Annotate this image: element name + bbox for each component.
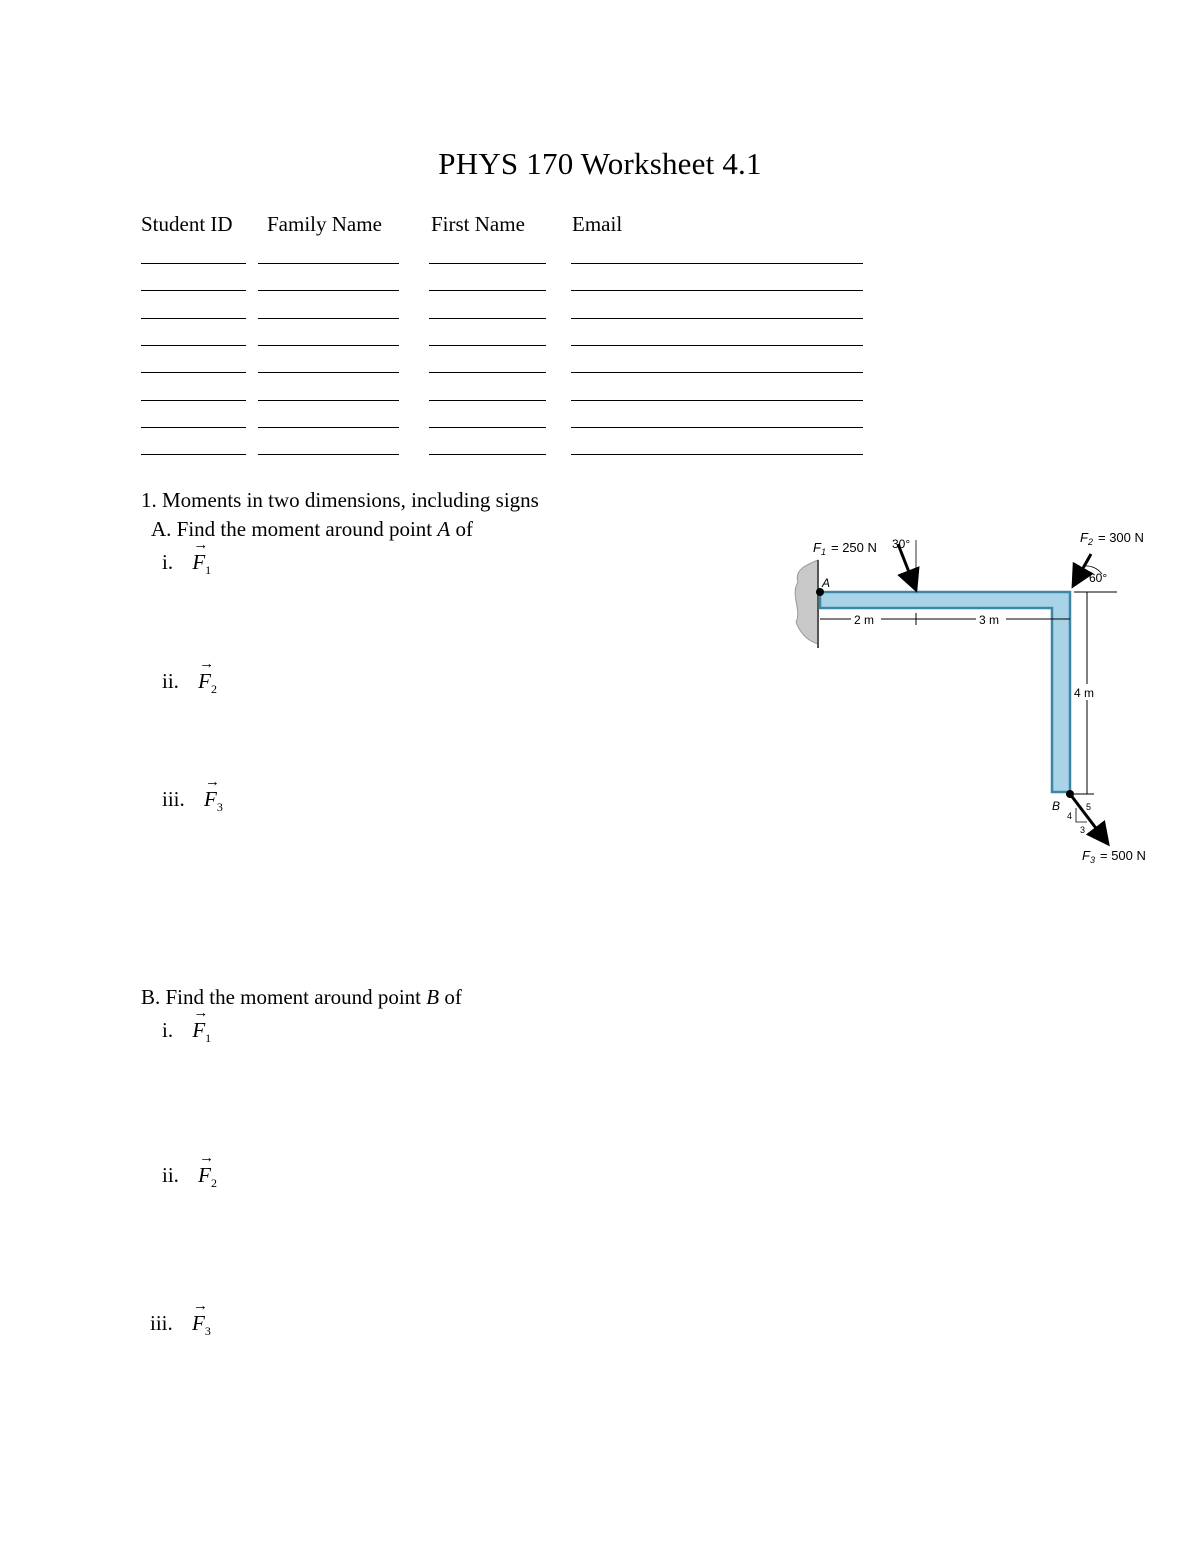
roster-blank-line [258,372,399,373]
roster-blank-line [141,427,246,428]
roster-blank-line [141,290,246,291]
point-a-label: A [822,576,831,590]
part-a-point: A [437,517,451,541]
roster-blank-line [141,372,246,373]
problem-1-heading: 1. Moments in two dimensions, including signs [141,488,539,512]
f3-symbol: $F_3$ [1082,848,1095,865]
part-b-item-1-numeral: i. [162,1018,174,1042]
force-vector-f3: → $F_3$ [192,1298,211,1339]
roster-blank-line [571,290,863,291]
header-email: Email [572,212,623,236]
header-first-name: First Name [431,212,525,236]
beam-force-diagram [780,520,1180,880]
part-a-item-3 [162,774,223,815]
dimension-3m: 3 m [979,613,1000,627]
f2-label: = 300 N [1098,530,1144,545]
part-b-prompt [141,985,462,1010]
slope-4: 4 [1067,811,1073,821]
force-vector-f1: → $F_1$ [192,537,212,578]
part-b-item-2 [162,1150,217,1191]
roster-blank-line [258,263,399,264]
roster-blank-line [258,345,399,346]
roster-blank-line [141,263,246,264]
roster-blank-line [429,318,546,319]
force-vector-f3: → $F_3$ [204,774,223,815]
part-b-suffix: of [439,985,462,1009]
roster-blank-line [571,400,863,401]
part-b-item-3 [150,1298,211,1339]
part-a-item-3-numeral: iii. [162,787,185,811]
roster-blank-line [571,263,863,264]
roster-blank-line [571,345,863,346]
f2-symbol: $F_2$ [1080,530,1093,547]
roster-blank-line [429,454,546,455]
roster-blank-line [429,400,546,401]
dimension-2m: 2 m [854,613,875,627]
roster-blank-line [571,454,863,455]
f1-label: = 250 N [831,540,877,555]
roster-blank-line [571,372,863,373]
roster-blank-line [141,345,246,346]
f1-symbol: $F_1$ [813,540,826,557]
slope-3: 3 [1080,825,1086,835]
roster-blank-line [571,318,863,319]
part-b-item-1 [162,1005,212,1046]
part-a-item-1 [162,537,212,578]
slope-5: 5 [1086,802,1092,812]
point-b-label: B [1052,799,1061,813]
roster-blank-line [429,427,546,428]
part-a-item-2-numeral: ii. [162,669,179,693]
page-title: PHYS 170 Worksheet 4.1 [438,146,762,181]
roster-blank-line [429,263,546,264]
dimension-4m: 4 m [1074,686,1095,700]
part-a-item-1-numeral: i. [162,550,174,574]
force-vector-f2: → $F_2$ [198,1150,217,1191]
roster-blank-line [141,318,246,319]
header-family-name: Family Name [267,212,382,236]
part-a-item-2 [162,656,217,697]
part-a-suffix: of [450,517,473,541]
roster-blank-line [429,345,546,346]
roster-blank-line [141,400,246,401]
roster-blank-line [429,290,546,291]
part-b-point: B [426,985,440,1009]
part-b-label: B. Find the moment around point [141,985,427,1009]
f3-label: = 500 N [1100,848,1146,863]
part-b-item-2-numeral: ii. [162,1163,179,1187]
part-a-label: A. Find the moment around point [151,517,438,541]
f1-angle: 30° [892,537,911,551]
roster-blank-line [141,454,246,455]
header-student-id: Student ID [141,212,233,236]
roster-blank-line [258,290,399,291]
wall-support [795,560,818,644]
force-vector-f1: → $F_1$ [192,1005,212,1046]
force-vector-f2: → $F_2$ [198,656,217,697]
f2-angle: 60° [1089,571,1108,585]
roster-blank-line [258,454,399,455]
roster-blank-line [258,318,399,319]
roster-blank-line [429,372,546,373]
roster-blank-line [258,427,399,428]
roster-blank-line [571,427,863,428]
roster-blank-line [258,400,399,401]
part-b-item-3-numeral: iii. [150,1311,173,1335]
